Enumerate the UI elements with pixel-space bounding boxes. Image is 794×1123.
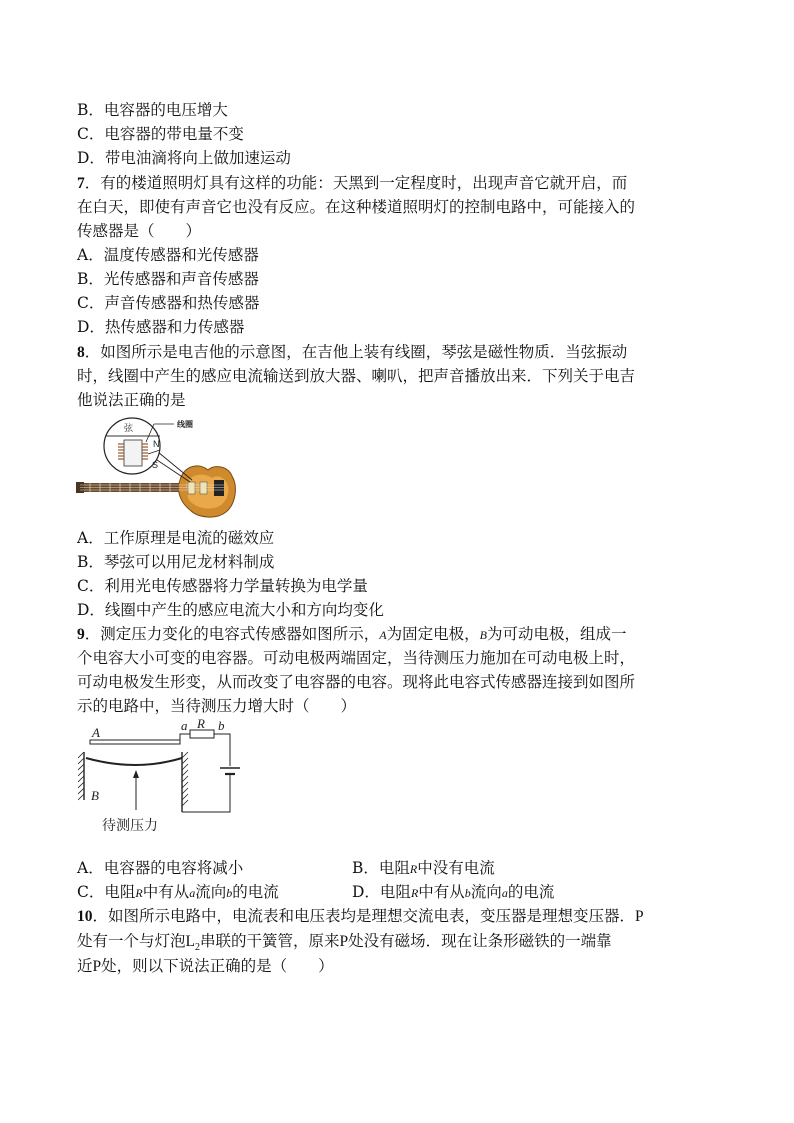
q8-text-1: ．如图所示是电吉他的示意图，在吉他上装有线圈，琴弦是磁性物质．当弦振动 [84, 343, 628, 361]
q9-option-c [77, 880, 279, 905]
q8-option-b: B．琴弦可以用尼龙材料制成 [77, 553, 275, 571]
q9-option-c-text-3: 流向 [195, 883, 227, 901]
q10-symbol-p-1: P [635, 908, 644, 925]
plate-a-label: A [92, 725, 100, 740]
q9-option-d-text-2: 中有从 [418, 883, 465, 901]
q7-number: 7 [77, 175, 85, 192]
q9-option-d [352, 880, 554, 905]
q10-text-3a: 近 [77, 957, 93, 975]
resistor-label: R [197, 718, 205, 731]
fixed-plate-a [90, 740, 180, 744]
q8-line-2: 时，线圈中产生的感应电流输送到放大器、喇叭，把声音播放出来．下列关于电吉 [77, 367, 636, 385]
q8-number: 8 [77, 344, 85, 361]
q9-option-c-text-4: 的电流 [232, 883, 279, 901]
q10-line-1 [77, 904, 644, 929]
coil-label: 线圈 [177, 420, 193, 429]
wire-battery-to-support [190, 774, 230, 812]
q10-symbol-p-2: P [339, 933, 349, 950]
q9-option-c-text-2: 中有从 [142, 883, 190, 901]
wire-a-to-resistor [180, 734, 190, 742]
q10-text-2a: 处有一个与灯泡 [77, 932, 186, 950]
q8-option-d: D．线圈中产生的感应电流大小和方向均变化 [77, 601, 384, 619]
q9-option-b-symbol-r: R [409, 862, 418, 876]
q9-option-d-symbol-r: R [410, 886, 419, 900]
q9-option-b-text-1: B．电阻 [352, 859, 410, 877]
q9-line-3: 可动电极发生形变，从而改变了电容器的电容。现将此电容式传感器连接到如图所 [77, 673, 636, 691]
q10-text-3b: 处，则以下说法正确的是（ ） [101, 957, 334, 975]
q9-text-1a: ．测定压力变化的电容式传感器如图所示， [84, 625, 380, 643]
capacitive-sensor-circuit-figure [78, 718, 242, 836]
prev-option-b: B．电容器的电压增大 [77, 101, 228, 119]
wire-resistor-to-battery [214, 734, 230, 766]
q9-option-c-symbol-r: R [135, 886, 143, 900]
q9-option-b [352, 856, 495, 881]
q7-line-3: 传感器是（ ） [77, 222, 202, 240]
q9-option-d-text-1: D．电阻 [352, 883, 411, 901]
q7-option-c: C．声音传感器和热传感器 [77, 294, 260, 312]
magnet-body [124, 440, 142, 466]
q9-option-d-text-3: 流向 [470, 883, 502, 901]
q9-option-c-symbol-b: b [226, 886, 233, 900]
node-b-label: b [218, 718, 225, 733]
pressure-label: 待测压力 [102, 818, 158, 834]
south-pole-label: S [152, 460, 159, 470]
q8-line-1 [77, 340, 627, 365]
q7-line-1 [77, 171, 627, 196]
q7-line-2: 在白天，即使有声音它也没有反应。在这种楼道照明灯的控制电路中，可能接入的 [77, 198, 636, 216]
prev-option-d: D．带电油滴将向上做加速运动 [77, 149, 291, 167]
q10-symbol-l-subscript: 2 [194, 942, 200, 954]
q9-option-c-symbol-a: a [189, 886, 196, 900]
q10-symbol-l: L [185, 933, 195, 950]
pressure-arrow-head [133, 770, 139, 778]
q8-line-3: 他说法正确的是 [77, 391, 186, 409]
q9-option-c-text-1: C．电阻 [77, 883, 136, 901]
q9-symbol-a: A [379, 628, 387, 642]
q10-line-3 [77, 954, 334, 979]
q7-option-b: B．光传感器和声音传感器 [77, 270, 259, 288]
q7-option-d: D．热传感器和力传感器 [77, 318, 245, 336]
movable-plate-b [86, 758, 182, 765]
q9-line-1 [77, 622, 626, 647]
prev-option-c: C．电容器的带电量不变 [77, 125, 244, 143]
q9-option-d-symbol-b: b [464, 886, 471, 900]
q10-text-2b: 串联的干簧管，原来 [199, 932, 340, 950]
q10-symbol-p-3: P [92, 958, 102, 975]
q9-option-b-text-2: 中没有电流 [417, 859, 495, 877]
q9-number: 9 [77, 626, 85, 643]
north-pole-label: N [153, 439, 160, 449]
q10-text-1: ．如图所示电路中，电流表和电压表均是理想交流电表，变压器是理想变压器． [92, 907, 636, 925]
plate-b-label: B [91, 788, 99, 803]
right-hatching [182, 752, 188, 806]
q9-option-d-text-4: 的电流 [507, 883, 555, 901]
q7-option-a: A．温度传感器和光传感器 [77, 246, 259, 264]
q9-option-a: A．电容器的电容将减小 [77, 859, 244, 877]
bridge [214, 480, 224, 496]
resistor-r [190, 730, 214, 738]
q9-line-4: 示的电路中，当待测压力增大时（ ） [77, 697, 357, 715]
q9-text-1c: 为可动电极，组成一 [486, 625, 627, 643]
electric-guitar-figure [76, 414, 242, 522]
q9-line-2: 个电容大小可变的电容器。可动电极两端固定，当待测压力施加在可动电极上时， [77, 649, 636, 667]
q7-text-1: ．有的楼道照明灯具有这样的功能：天黑到一定程度时，出现声音它就开启，而 [84, 174, 628, 192]
q8-option-c: C．利用光电传感器将力学量转换为电学量 [77, 577, 368, 595]
magnifier-pointer [154, 458, 190, 482]
q8-option-a: A．工作原理是电流的磁效应 [77, 529, 275, 547]
pickup-2 [200, 482, 207, 494]
q10-number: 10 [77, 908, 93, 925]
string-label: 弦 [124, 424, 134, 434]
pickup-1 [188, 482, 195, 494]
q9-text-1b: 为固定电极， [386, 625, 480, 643]
left-hatching [78, 752, 84, 800]
q9-symbol-b: B [479, 628, 487, 642]
q10-text-2c: 处没有磁场．现在让条形磁铁的一端靠 [348, 932, 612, 950]
node-a-label: a [181, 718, 188, 733]
magnifier-pointer-2 [158, 452, 192, 480]
q9-option-d-symbol-a: a [501, 886, 508, 900]
